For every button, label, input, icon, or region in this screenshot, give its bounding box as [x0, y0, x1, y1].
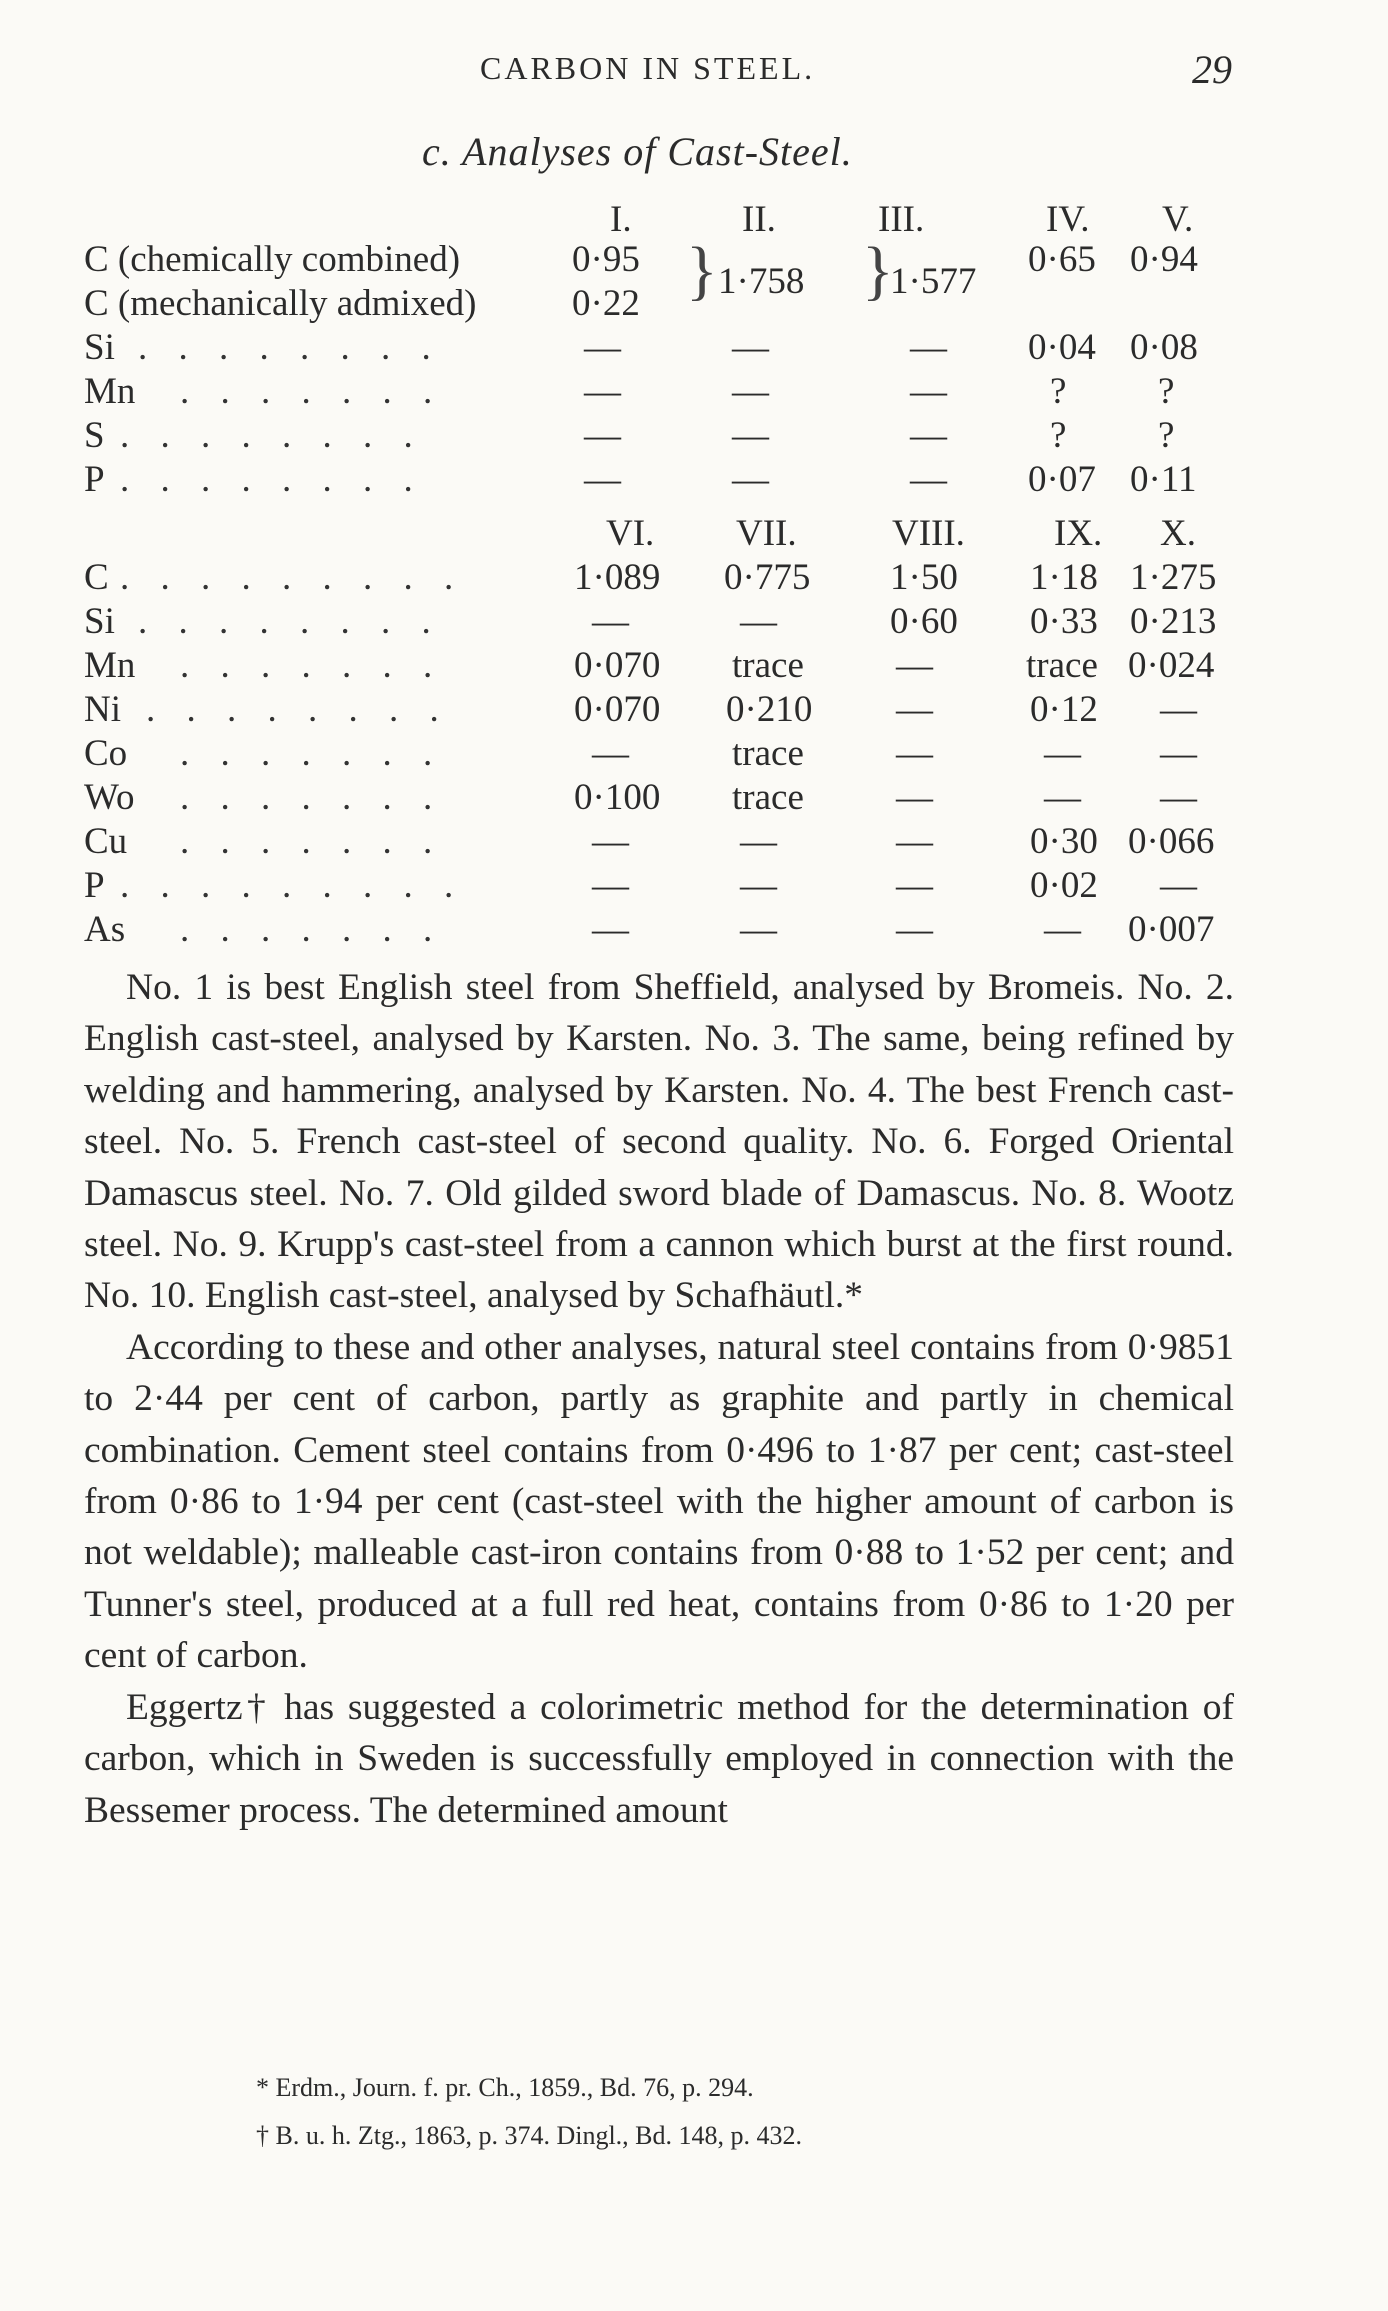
cell-value: trace: [1026, 645, 1098, 686]
cell-value: —: [1160, 865, 1197, 906]
row-label: P: [84, 865, 105, 906]
cell-value: trace: [732, 733, 804, 774]
cell-value: 0·775: [724, 557, 811, 598]
cell-value: —: [1044, 777, 1081, 818]
cell-value: —: [896, 909, 933, 950]
dot-leader: . . . . . . . . .: [120, 557, 465, 598]
dot-leader: . . . . . . .: [180, 777, 444, 818]
cell-value: —: [910, 327, 947, 368]
cell-value: 1·50: [890, 557, 958, 598]
row-label: Si: [84, 601, 115, 642]
cell-value: —: [896, 689, 933, 730]
cell-value: —: [584, 371, 621, 412]
cell-value: —: [1160, 689, 1197, 730]
dot-leader: . . . . . . . .: [120, 415, 424, 456]
column-header: VI.: [606, 513, 655, 554]
row-label: Co: [84, 733, 128, 774]
cell-value: —: [740, 821, 777, 862]
paragraph: According to these and other analyses, natural steel contains from 0·9851 to 2·44 per cent of carbon, partly as graphite and partly in chemical combination. Cement steel contains from 0·496 to 1·87 per cent; cast-steel from 0·86 to 1·94 per cent (cast-steel with the higher amount of carbon is not weldable); malleable cast-iron contains from 0·88 to 1·52 per cent; and Tunner's steel, produced at a full red heat, contains from 0·86 to 1·20 per cent of carbon.: [84, 1326, 1234, 1677]
row-label: S: [84, 415, 105, 456]
combined-value: 1·577: [890, 261, 977, 302]
row-label: Ni: [84, 689, 121, 730]
cell-value: —: [592, 865, 629, 906]
cell-value: 0·100: [574, 777, 661, 818]
dot-leader: . . . . . . .: [180, 821, 444, 862]
dot-leader: . . . . . . . .: [146, 689, 450, 730]
column-header: V.: [1162, 199, 1194, 240]
cell-value: 0·007: [1128, 909, 1215, 950]
cell-value: 0·024: [1128, 645, 1215, 686]
cell-value: 0·066: [1128, 821, 1215, 862]
row-label: As: [84, 909, 126, 950]
cell-value: —: [732, 415, 769, 456]
cell-value: —: [896, 865, 933, 906]
cell-value: 0·210: [726, 689, 813, 730]
cell-value: ?: [1158, 415, 1175, 456]
cell-value: —: [584, 415, 621, 456]
dot-leader: . . . . . . .: [180, 645, 444, 686]
row-label: C: [84, 557, 109, 598]
cell-value: 0·94: [1130, 239, 1198, 280]
dot-leader: . . . . . . . . .: [120, 865, 465, 906]
column-header: VIII.: [892, 513, 965, 554]
cell-value: ?: [1050, 415, 1067, 456]
cell-value: 0·02: [1030, 865, 1098, 906]
dot-leader: . . . . . . .: [180, 909, 444, 950]
footnotes: [256, 2064, 1156, 2160]
cell-value: —: [910, 415, 947, 456]
right-brace: }: [686, 234, 718, 307]
page-header: [0, 47, 1388, 100]
cell-value: —: [1044, 909, 1081, 950]
cell-value: 0·11: [1130, 459, 1197, 500]
dot-leader: . . . . . . . .: [138, 601, 442, 642]
row-label: Cu: [84, 821, 128, 862]
paragraph: No. 1 is best English steel from Sheffield, analysed by Bromeis. No. 2. English cast-steel, analysed by Karsten. No. 3. The same, being refined by welding and hammering, analysed by Karsten. No. 4. The best French cast-steel. No. 5. French cast-steel of second quality. No. 6. Forged Oriental Damascus steel. No. 7. Old gilded sword blade of Damascus. No. 8. Wootz steel. No. 9. Krupp's cast-steel from a cannon which burst at the first round. No. 10. English cast-steel, analysed by Schafhäutl.*: [84, 967, 1234, 1317]
cell-value: ?: [1158, 371, 1175, 412]
cell-value: —: [740, 909, 777, 950]
column-header: III.: [878, 199, 925, 240]
cell-value: 0·33: [1030, 601, 1098, 642]
cell-value: —: [740, 601, 777, 642]
cell-value: 0·30: [1030, 821, 1098, 862]
cell-value: 0·65: [1028, 239, 1096, 280]
cell-value: 0·22: [572, 283, 640, 324]
cell-value: —: [592, 601, 629, 642]
column-header: IX.: [1054, 513, 1103, 554]
cell-value: 0·213: [1130, 601, 1217, 642]
cell-value: —: [592, 821, 629, 862]
column-header: VII.: [736, 513, 797, 554]
cell-value: 0·60: [890, 601, 958, 642]
cell-value: —: [584, 327, 621, 368]
row-label: Si: [84, 327, 115, 368]
cell-value: —: [740, 865, 777, 906]
cell-value: 1·089: [574, 557, 661, 598]
paragraph: Eggertz† has suggested a colorimetric method for the determination of carbon, which in Sweden is successfully employed in connection with the Bessemer process. The determined amount: [84, 1686, 1234, 1831]
cell-value: 0·95: [572, 239, 640, 280]
dot-leader: . . . . . . . .: [120, 459, 424, 500]
footnote: † B. u. h. Ztg., 1863, p. 374. Dingl., Bd. 148, p. 432.: [256, 2121, 803, 2150]
cell-value: 1·18: [1030, 557, 1098, 598]
right-brace: }: [862, 234, 894, 307]
cell-value: —: [1160, 777, 1197, 818]
cell-value: —: [1160, 733, 1197, 774]
cell-value: trace: [732, 645, 804, 686]
running-title: CARBON IN STEEL.: [480, 50, 816, 86]
row-label: Mn: [84, 371, 136, 412]
cell-value: —: [896, 733, 933, 774]
cell-value: —: [910, 459, 947, 500]
column-header: IV.: [1046, 199, 1090, 240]
cell-value: —: [732, 327, 769, 368]
cell-value: 0·04: [1028, 327, 1096, 368]
cell-value: 0·08: [1130, 327, 1198, 368]
column-header: I.: [610, 199, 632, 240]
cell-value: —: [896, 777, 933, 818]
dot-leader: . . . . . . .: [180, 371, 444, 412]
cell-value: 0·070: [574, 689, 661, 730]
section-title: c. Analyses of Cast-Steel.: [422, 129, 853, 174]
cell-value: —: [732, 459, 769, 500]
cell-value: —: [592, 733, 629, 774]
cell-value: ?: [1050, 371, 1067, 412]
column-header: X.: [1160, 513, 1196, 554]
cell-value: 1·275: [1130, 557, 1217, 598]
cell-value: —: [910, 371, 947, 412]
row-label: C (mechanically admixed): [84, 283, 477, 324]
cell-value: 0·070: [574, 645, 661, 686]
row-label: Mn: [84, 645, 136, 686]
cell-value: 0·07: [1028, 459, 1096, 500]
cell-value: —: [592, 909, 629, 950]
cell-value: —: [1044, 733, 1081, 774]
footnote: * Erdm., Journ. f. pr. Ch., 1859., Bd. 76, p. 294.: [256, 2073, 754, 2102]
row-label: Wo: [84, 777, 135, 818]
cell-value: trace: [732, 777, 804, 818]
page-number: 29: [1192, 47, 1232, 92]
combined-value: 1·758: [718, 261, 805, 302]
row-label: C (chemically combined): [84, 239, 461, 280]
cell-value: 0·12: [1030, 689, 1098, 730]
dot-leader: . . . . . . .: [180, 733, 444, 774]
cell-value: —: [896, 645, 933, 686]
cell-value: —: [584, 459, 621, 500]
cell-value: —: [896, 821, 933, 862]
column-header: II.: [742, 199, 776, 240]
cell-value: —: [732, 371, 769, 412]
body-text: [84, 962, 1234, 1836]
dot-leader: . . . . . . . .: [138, 327, 442, 368]
row-label: P: [84, 459, 105, 500]
